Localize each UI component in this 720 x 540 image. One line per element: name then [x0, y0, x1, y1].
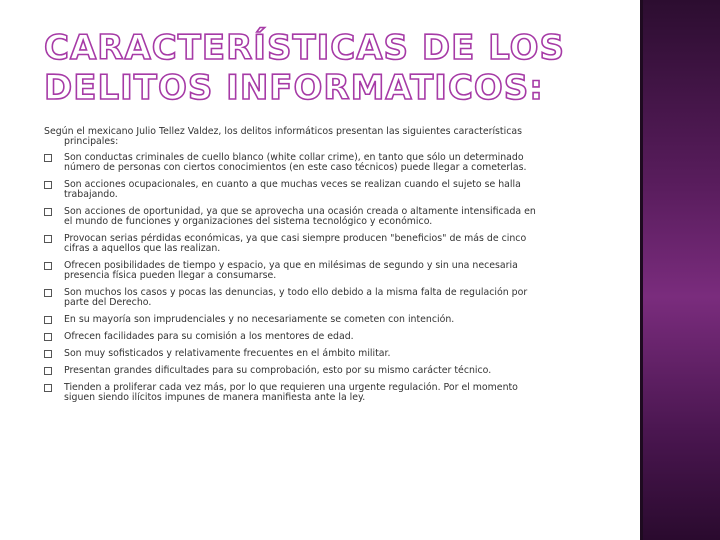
square-bullet-icon — [44, 181, 52, 189]
list-item-line-1: En su mayoría son imprudenciales y no necesariamente se cometen con intención. — [64, 314, 455, 325]
square-bullet-icon — [44, 262, 52, 270]
list-item-line-1: Son muchos los casos y pocas las denuncias, y todo ello debido a la misma falta de regulación por — [64, 287, 528, 298]
list-item — [44, 332, 609, 342]
list-item-line-2: el mundo de funciones y organizaciones del sistema tecnológico y económico. — [64, 216, 433, 227]
square-bullet-icon — [44, 350, 52, 358]
characteristics-list — [44, 153, 609, 403]
list-item — [44, 288, 609, 308]
list-item-line-1: Tienden a proliferar cada vez más, por lo que requieren una urgente regulación. Por el momento — [64, 382, 518, 393]
square-bullet-icon — [44, 367, 52, 375]
list-item-line-2: parte del Derecho. — [64, 297, 152, 308]
intro-paragraph — [44, 127, 609, 147]
list-item — [44, 153, 609, 173]
list-item — [44, 261, 609, 281]
list-item-line-1: Son muy sofisticados y relativamente frecuentes en el ámbito militar. — [64, 348, 391, 359]
slide-content — [44, 127, 609, 410]
square-bullet-icon — [44, 384, 52, 392]
square-bullet-icon — [44, 333, 52, 341]
intro-line-2: principales: — [64, 136, 119, 147]
list-item-line-2: presencia física pueden llegar a consumarse. — [64, 270, 277, 281]
list-item — [44, 207, 609, 227]
list-item — [44, 383, 609, 403]
list-item — [44, 366, 609, 376]
list-item-line-1: Son conductas criminales de cuello blanco (white collar crime), en tanto que sólo un determinado — [64, 152, 524, 163]
list-item-line-2: trabajando. — [64, 189, 118, 200]
list-item-line-1: Provocan serias pérdidas económicas, ya que casi siempre producen "beneficios" de más de cinco — [64, 233, 527, 244]
list-item-line-1: Son acciones ocupacionales, en cuanto a que muchas veces se realizan cuando el sujeto se halla — [64, 179, 521, 190]
intro-line-1: Según el mexicano Julio Tellez Valdez, los delitos informáticos presentan las siguientes características — [44, 126, 522, 137]
list-item — [44, 349, 609, 359]
list-item-line-2: cifras a aquellos que las realizan. — [64, 243, 221, 254]
list-item-line-1: Ofrecen facilidades para su comisión a los mentores de edad. — [64, 331, 354, 342]
list-item — [44, 315, 609, 325]
list-item-line-1: Son acciones de oportunidad, ya que se aprovecha una ocasión creada o altamente intensificada en — [64, 206, 536, 217]
square-bullet-icon — [44, 208, 52, 216]
square-bullet-icon — [44, 289, 52, 297]
square-bullet-icon — [44, 235, 52, 243]
list-item — [44, 234, 609, 254]
slide-title: CARACTERÍSTICAS DE LOS DELITOS INFORMATICOS: — [44, 28, 566, 108]
list-item-line-2: siguen siendo ilícitos impunes de manera manifiesta ante la ley. — [64, 392, 366, 403]
list-item-line-1: Presentan grandes dificultades para su comprobación, esto por su mismo carácter técnico. — [64, 365, 492, 376]
list-item-line-2: número de personas con ciertos conocimientos (en este caso técnicos) puede llegar a cometerlas. — [64, 162, 527, 173]
list-item-line-1: Ofrecen posibilidades de tiempo y espacio, ya que en milésimas de segundo y sin una necesaria — [64, 260, 518, 271]
square-bullet-icon — [44, 316, 52, 324]
decorative-sidebar — [643, 0, 720, 540]
list-item — [44, 180, 609, 200]
square-bullet-icon — [44, 154, 52, 162]
